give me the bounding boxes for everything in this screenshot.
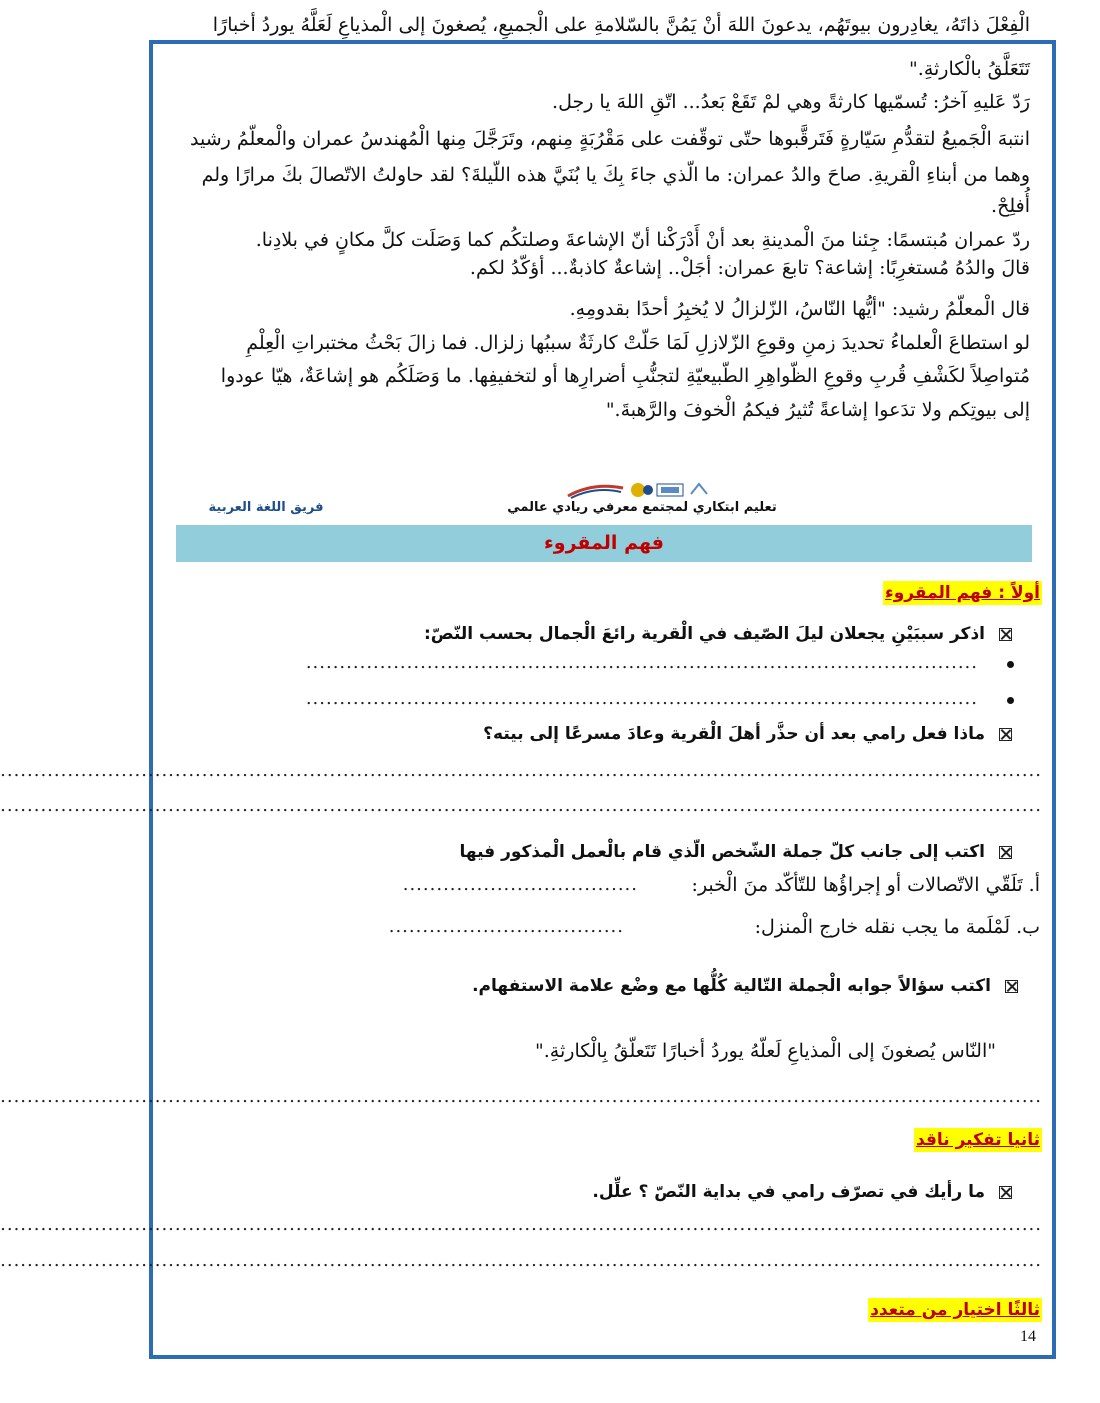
answer-line[interactable]: ........................................................................................................................................................... [0,1250,1042,1271]
bullet-icon [1007,697,1014,704]
passage-line-2: رَدّ عَليهِ آخرُ: تُسمّيها كارثةً وهي لمْ تَقَعْ بَعدُ... اتّقِ اللهَ يا رجل. [552,91,1030,113]
question-2: ماذا فعل رامي بعد أن حذَّر أهلَ الْقرية وعادَ مسرعًا إلى بيته؟ [483,722,1012,746]
passage-line-10: مُتواصِلاً لكَشْفِ قُربِ وقوعِ الظّواهِرِ الطّبيعيّةِ لتجنُّبِ أضرارِها أو لتخفيفِها. ما وَصَلَكُم هو إشاعَةٌ، هيّا عودوا [220,365,1030,387]
page-number: 14 [1020,1328,1036,1345]
answer-line[interactable]: ........................................................................................................................................................... [0,1086,1042,1107]
bullet-icon [1007,661,1014,668]
checkbox-icon [999,846,1012,859]
passage-line-11: إلى بيوتِكم ولا تدَعوا إشاعةً تُثيرُ فيكمُ الْخوفَ والرَّهبةَ." [605,399,1030,421]
checkbox-icon [999,728,1012,741]
question-4: اكتب سؤالاً جوابه الْجملة التّالية كُلُّها مع وضْع علامة الاستفهام. [472,974,1018,998]
section1-heading: أولاً : فهم المقروء [885,583,1040,603]
passage-line-8: قال الْمعلّمُ رشيد: "أيُّها النّاسُ، الزّلزالُ لا يُخبِرُ أحدًا بقدومِهِ. [569,298,1030,320]
answer-line[interactable]: ........................................................................................................................................................... [0,1214,1042,1235]
checkbox-icon [1005,980,1018,993]
quote: "النّاس يُصغونَ إلى الْمذياعِ لَعلّهُ يوردُ أخبارًا تَتَعلّقُ بِالْكارثةِ." [535,1040,996,1062]
question-3: اكتب إلى جانب كلّ جملة الشّخص الّذي قام بالْعمل الْمذكور فيها [459,840,1012,864]
option-a: أ. تَلَقّي الاتّصالات أو إجراؤُها للتّأكّد منَ الْخبر: [691,874,1040,896]
passage-line-6: ردّ عمران مُبتسمًا: جِئنا منَ الْمدينةِ بعد أنْ أَدْرَكْنا أنّ الإشاعةَ وصلتكُم كما وَصَلَت كلَّ مكانٍ في بلادِنا. [255,229,1030,251]
team-name: فريق اللغة العربية [208,500,324,515]
passage-line-4: وهما من أبناءِ الْقريةِ. صاحَ والدُ عمران: ما الّذي جاءَ بِكَ يا بُنَيَّ هذه اللّيلةَ؟ لقد حاولتُ الاتّصالَ بكَ مرارًا ولم [201,164,1030,186]
checkbox-icon [999,628,1012,641]
checkbox-icon [999,1186,1012,1199]
answer-line[interactable]: ................................... [402,874,638,895]
passage-line-9: لو استطاعَ الْعلماءُ تحديدَ زمنِ وقوعِ الزّلازلِ لَمَا حَلّتْ كارثَةٌ سببُها زلزال. فما زالَ بَحْثُ مختبراتِ الْعِلْمِ [246,332,1030,354]
section3-heading: ثالثًا اختيار من متعدد [870,1300,1040,1320]
passage-line-1: تَتَعَلَّقُ بالْكارثةِ." [909,58,1030,80]
answer-line[interactable]: ................................... [388,916,624,937]
banner-title: فهم المقروء [176,525,1032,562]
logo-graphic [563,478,723,502]
answer-line[interactable]: .................................................................................................... [305,652,978,673]
passage-line-7: قالَ والدُهُ مُستغرِبًا: إشاعة؟ تابعَ عمران: أجَلْ.. إشاعةٌ كاذبةٌ... أؤكّدُ لكم. [469,257,1030,279]
slogan: تعليم ابتكاري لمجتمع معرفي ريادي عالمي [507,500,777,515]
section2-heading: ثانيا تفكير ناقد [915,1130,1040,1150]
passage-line-3: انتبهَ الْجَميعُ لتقدُّمِ سَيّارةٍ فَتَرقَّبوها حتّى توقّفت على مَقْرُبَةٍ مِنهم، وتَرَجَّلَ مِنها الْمُهندسُ عمران والْمعلّمُ رشيد [190,128,1030,150]
question-1: اذكر سببَيْنِ يجعلان ليلَ الصّيف في الْقرية رائعَ الْجمال بحسب النّصّ: [424,622,1012,646]
passage-line-5: أُفلِحْ. [991,195,1030,217]
answer-line[interactable]: .................................................................................................... [305,688,978,709]
header-logos [563,478,723,502]
answer-line[interactable]: ........................................................................................................................................................... [0,795,1042,816]
question-5: ما رأيك في تصرّف رامي في بداية النّصّ ؟ علِّل. [592,1180,1012,1204]
passage-line-0: الْفِعْلَ ذاتَهُ، يغادِرون بيوتَهُم، يدعونَ اللهَ أنْ يَمُنَّ بالسّلامةِ على الْجميعِ، يُصغونَ إلى الْمذياعِ لَعَلَّهُ يوردُ أخبارًا [212,14,1030,36]
option-b: ب. لَمْلَمة ما يجب نقله خارج الْمنزل: [754,916,1040,938]
answer-line[interactable]: ........................................................................................................................................................... [0,760,1042,781]
